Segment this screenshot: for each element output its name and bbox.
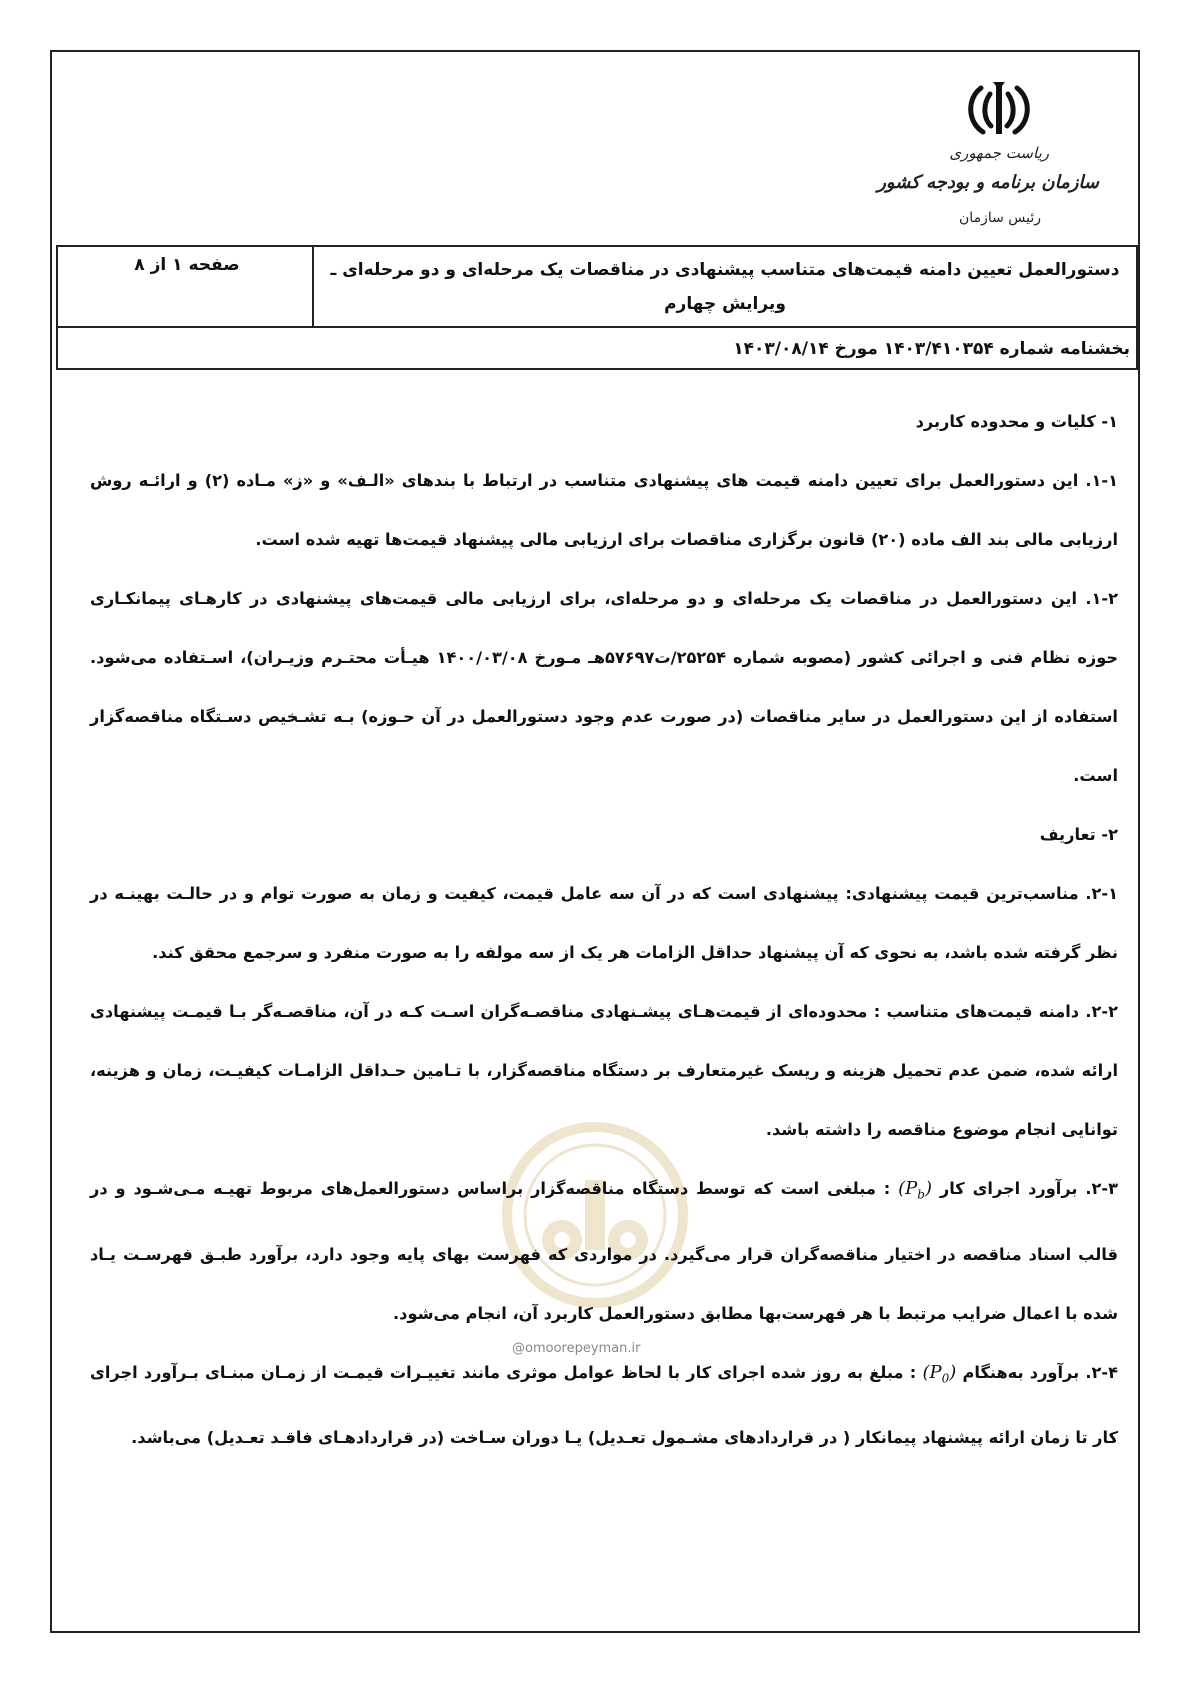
page-number: صفحه ۱ از ۸ bbox=[134, 255, 240, 275]
section-1-heading: ۱- کلیات و محدوده کاربرد bbox=[915, 412, 1118, 431]
letterhead-organization: سازمان برنامه و بودجه کشور bbox=[877, 172, 1099, 193]
clause-2-3-definition: : مبلغی است که توسط دستگاه مناقصه‌گزار براساس دستورالعمل‌های مربوط تهیـه مـی‌شـود و در قالب اسناد مناقصه در اختیار مناقصه‌گران قرار می‌گیرد. در مواردی که فهرست بهای پایه وجود دارد، برآورد طبـق فهرسـت یـاد شده با اعمال ضرایب مرتبط با هر فهرست‌بها مطابق دستورالعمل کاربرد آن، انجام می‌شود. bbox=[90, 1179, 1118, 1323]
clause-2-3 bbox=[90, 1159, 1118, 1343]
document-title-line2: ویرایش چهارم bbox=[664, 294, 786, 314]
clause-2-1: ۲-۱. مناسب‌ترین قیمت پیشنهادی: پیشنهادی است که در آن سه عامل قیمت، کیفیت و زمان به صورت توام و در حالـت بهینـه در نظر گرفته شده باشد، به نحوی که آن پیشنهاد حداقل الزامات هر یک از سه مولفه را به صورت منفرد و سرجمع محقق کند. bbox=[90, 884, 1118, 962]
clause-2-4-term: ۲-۴. برآورد به‌هنگام bbox=[962, 1362, 1119, 1382]
document-title bbox=[312, 247, 1136, 326]
header-table bbox=[56, 245, 1138, 370]
circular-number: بخشنامه شماره ۱۴۰۳/۴۱۰۳۵۴ مورخ ۱۴۰۳/۰۸/۱۴ bbox=[58, 326, 1136, 370]
clause-2-2: ۲-۲. دامنه قیمت‌های متناسب : محدوده‌ای از قیمت‌هـای پیشـنهادی مناقصـه‌گران اسـت کـه در آن، مناقصـه‌گر بـا قیمـت پیشنهادی ارائه شده، ضمن عدم تحمیل هزینه و ریسک غیرمتعارف بر دستگاه مناقصه‌گزار، با تـامین حـداقل الزامـات کیفیـت، زمان و هزینه، توانایی انجام موضوع مناقصه را داشته باشد. bbox=[90, 1002, 1118, 1139]
clause-1-2: ۱-۲. این دستورالعمل در مناقصات یک مرحله‌ای و دو مرحله‌ای، برای ارزیابی مالی قیمت‌های پیشنهادی در کارهـای پیمانکـاری حوزه نظام فنی و اجرائی کشور (مصوبه شماره ۲۵۲۵۴/ت۵۷۶۹۷هـ مـورخ ۱۴۰۰/۰۳/۰۸ هیـأت محتـرم وزیـران)، اسـتفاده می‌شود. استفاده از این دستورالعمل در سایر مناقصات (در صورت عدم وجود دستورالعمل در آن حـوزه) بـه تشـخیص دسـتگاه مناقصه‌گزار است. bbox=[90, 589, 1119, 785]
clause-2-4 bbox=[90, 1343, 1118, 1468]
letterhead bbox=[877, 80, 1099, 240]
symbol-p0: $(P_0)$ bbox=[922, 1361, 957, 1386]
document-body bbox=[90, 392, 1118, 1467]
document-title-line1: دستورالعمل تعیین دامنه قیمت‌های متناسب پیشنهادی در مناقصات یک مرحله‌ای و دو مرحله‌ای ـ bbox=[330, 260, 1120, 280]
section-2-heading: ۲- تعاریف bbox=[1039, 825, 1118, 844]
letterhead-presidency: ریاست جمهوری bbox=[949, 144, 1049, 162]
iran-emblem-icon bbox=[959, 80, 1039, 138]
symbol-pb: $(P_b)$ bbox=[898, 1178, 932, 1202]
letterhead-head-title: رئیس سازمان bbox=[959, 210, 1041, 226]
watermark-site: @omoorepeyman.ir bbox=[512, 1341, 641, 1356]
clause-1-1: ۱-۱. این دستورالعمل برای تعیین دامنه قیمت های پیشنهادی متناسب در ارتباط با بندهای «الـف» و «ز» مـاده (۲) و ارائـه روش ارزیابی مالی بند الف ماده (۲۰) قانون برگزاری مناقصات برای ارزیابی مالی پیشنهاد قیمت‌ها تهیه شده است. bbox=[90, 471, 1118, 549]
clause-2-4-definition: : مبلغ به روز شده اجرای کار با لحاظ عوامل موثری مانند تغییـرات قیمـت از زمـان مبنـای بـرآورد اجرای کار تا زمان ارائه پیشنهاد پیمانکار ( در قراردادهای مشـمول تعـدیل) یـا دوران سـاخت (در قراردادهـای فاقـد تعـدیل) می‌باشد. bbox=[90, 1362, 1118, 1448]
clause-2-3-term: ۲-۳. برآورد اجرای کار bbox=[939, 1179, 1119, 1198]
